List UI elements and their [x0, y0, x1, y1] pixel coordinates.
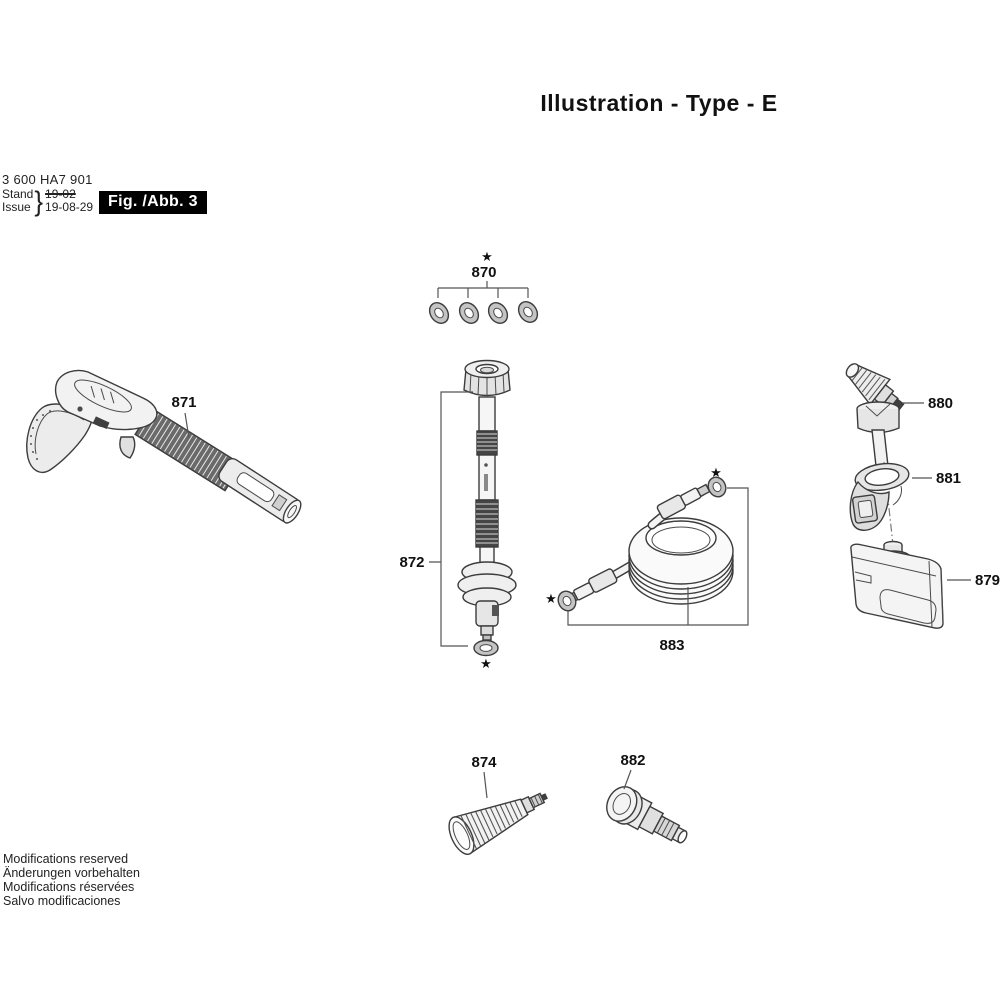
part-number: 3 600 HA7 901 [2, 172, 93, 187]
part-872-group [399, 361, 516, 673]
hose-coil [629, 518, 733, 604]
leader-870 [438, 281, 528, 298]
leader-872 [429, 392, 473, 646]
page-title: Illustration - Type - E [540, 90, 778, 116]
part-label-872: 872 [399, 554, 425, 571]
part-label-870: 870 [471, 264, 497, 281]
part-879-group [851, 542, 1000, 629]
o-ring-set [426, 298, 542, 327]
part-label-881: 881 [936, 470, 962, 487]
stand-label: Stand [2, 187, 34, 201]
part-870-group [426, 250, 542, 327]
footer-line: Modifications reserved [3, 852, 129, 866]
footer-line: Modifications réservées [3, 880, 135, 894]
nozzle-tube [872, 430, 888, 466]
gun-trigger [120, 437, 135, 458]
leader-882 [624, 770, 631, 789]
part-label-882: 882 [620, 752, 646, 769]
part-label-880: 880 [928, 395, 954, 412]
part-874-group [444, 754, 555, 858]
footer-line: Salvo modificaciones [3, 894, 121, 908]
tank-body [851, 544, 943, 628]
star-icon: ★ [480, 657, 492, 672]
part-label-879: 879 [975, 572, 1000, 589]
gun-muzzle [216, 456, 304, 526]
part-881-group [850, 460, 961, 545]
figure-badge: Fig. /Abb. 3 [99, 191, 207, 214]
part-871-group [27, 370, 304, 525]
footer-line: Änderungen vorbehalten [3, 866, 140, 880]
brace-glyph: } [34, 184, 44, 217]
leader-874 [484, 772, 487, 798]
part-label-883: 883 [659, 637, 685, 654]
issue-date: 19-08-29 [45, 200, 94, 214]
star-icon: ★ [710, 466, 722, 481]
legal-footer [3, 852, 140, 908]
part-880-group [839, 355, 953, 466]
star-icon: ★ [481, 250, 493, 265]
part-882-group [601, 752, 694, 854]
star-icon: ★ [545, 592, 557, 607]
part-883-group [545, 466, 748, 654]
part-label-874: 874 [471, 754, 497, 771]
superseded-date: 19-02 [45, 187, 76, 201]
issue-label: Issue [2, 200, 31, 214]
part-label-871: 871 [171, 394, 197, 411]
